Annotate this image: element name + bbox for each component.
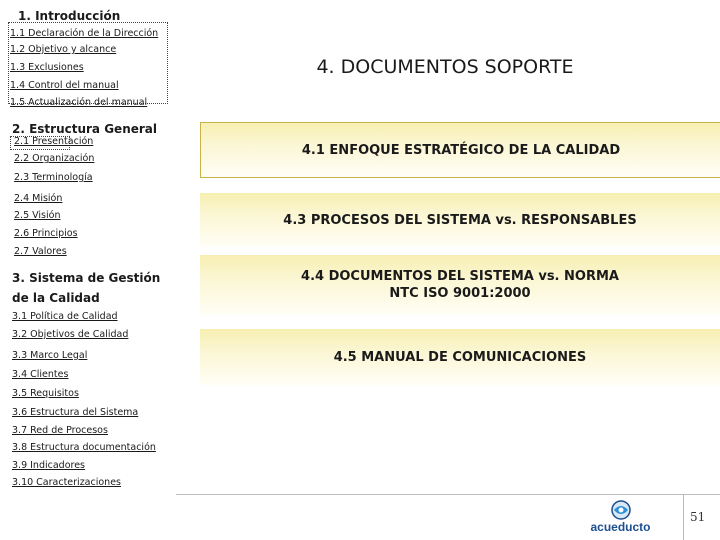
logo-text: acueducto xyxy=(590,520,651,534)
nav-link-3-2[interactable]: 3.2 Objetivos de Calidad xyxy=(12,329,129,340)
nav-link-3-1[interactable]: 3.1 Política de Calidad xyxy=(12,311,118,322)
box-documentos-norma[interactable] xyxy=(200,255,720,315)
box-manual-comunicaciones[interactable] xyxy=(200,329,720,385)
nav-link-3-7[interactable]: 3.7 Red de Procesos xyxy=(12,425,108,436)
section3-heading-line1[interactable]: 3. Sistema de Gestión xyxy=(12,271,161,285)
nav-link-1-3[interactable]: 1.3 Exclusiones xyxy=(10,62,84,73)
page-title: 4. DOCUMENTOS SOPORTE xyxy=(316,56,574,78)
nav-link-3-6[interactable]: 3.6 Estructura del Sistema xyxy=(12,407,139,418)
nav-link-1-5[interactable]: 1.5 Actualización del manual xyxy=(10,97,148,108)
nav-link-2-1[interactable]: 2.1 Presentación xyxy=(14,136,94,147)
nav-link-2-6[interactable]: 2.6 Principios xyxy=(14,228,78,239)
nav-link-3-9[interactable]: 3.9 Indicadores xyxy=(12,460,85,471)
nav-link-2-2[interactable]: 2.2 Organización xyxy=(14,153,95,164)
section3-heading-line2[interactable]: de la Calidad xyxy=(12,291,100,305)
nav-link-1-4[interactable]: 1.4 Control del manual xyxy=(10,80,119,91)
box-manual-comunicaciones-label: 4.5 MANUAL DE COMUNICACIONES xyxy=(333,349,587,365)
page-number: 51 xyxy=(690,510,706,524)
nav-link-3-4[interactable]: 3.4 Clientes xyxy=(12,369,69,380)
footer-divider xyxy=(176,494,720,495)
nav-link-3-10[interactable]: 3.10 Caracterizaciones xyxy=(12,477,121,488)
nav-link-2-3[interactable]: 2.3 Terminología xyxy=(14,172,93,183)
box-enfoque-estrategico[interactable] xyxy=(200,122,720,178)
section2-heading[interactable]: 2. Estructura General xyxy=(12,122,158,136)
box-procesos-responsables-label: 4.3 PROCESOS DEL SISTEMA vs. RESPONSABLES xyxy=(283,212,637,228)
nav-link-1-2[interactable]: 1.2 Objetivo y alcance xyxy=(10,44,117,55)
footer-vertical-divider xyxy=(683,494,684,540)
nav-link-2-7[interactable]: 2.7 Valores xyxy=(14,246,67,257)
nav-link-2-5[interactable]: 2.5 Visión xyxy=(14,210,61,221)
nav-link-1-1[interactable]: 1.1 Declaración de la Dirección xyxy=(10,28,159,39)
nav-link-3-5[interactable]: 3.5 Requisitos xyxy=(12,388,79,399)
box-procesos-responsables[interactable] xyxy=(200,193,720,247)
side-navigation xyxy=(0,0,175,495)
box-documentos-norma-label: 4.4 DOCUMENTOS DEL SISTEMA vs. NORMA NTC ISO 9001:2000 xyxy=(301,269,619,301)
nav-link-3-3[interactable]: 3.3 Marco Legal xyxy=(12,350,88,361)
nav-link-2-4[interactable]: 2.4 Misión xyxy=(14,193,63,204)
box-enfoque-estrategico-label: 4.1 ENFOQUE ESTRATÉGICO DE LA CALIDAD xyxy=(301,142,621,158)
nav-link-3-8[interactable]: 3.8 Estructura documentación xyxy=(12,442,156,453)
section1-heading[interactable]: 1. Introducción xyxy=(18,9,121,23)
